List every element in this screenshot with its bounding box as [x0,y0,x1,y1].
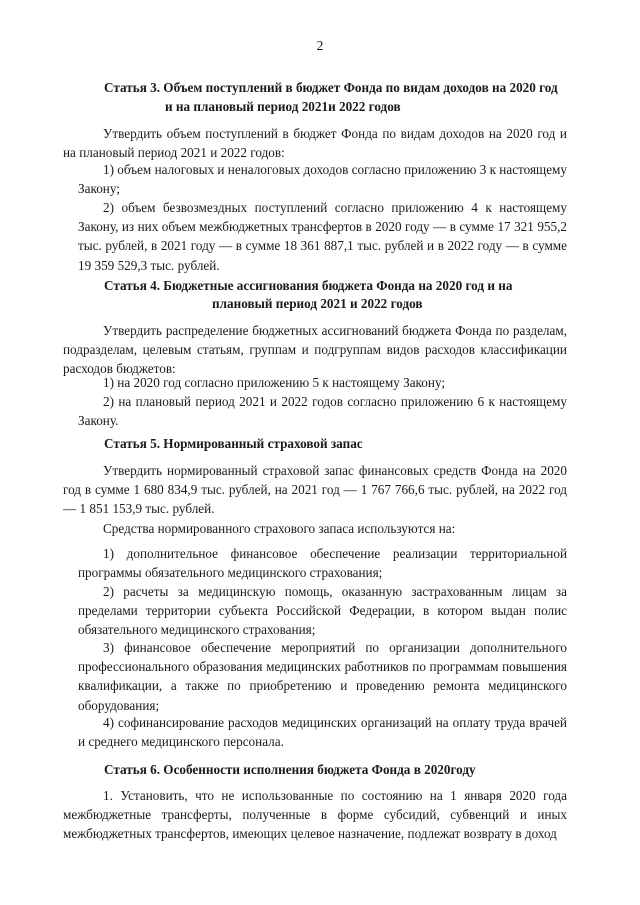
article-5-item-3: 3) финансовое обеспечение мероприятий по организации дополнительного профессионального образования медицинских работников по программам повышения квалификации, а также по приобретению и проведению ремонта медицинского оборудования; [78,640,567,713]
article-4-intro: Утвердить распределение бюджетных ассигнований бюджета Фонда по разделам, подразделам, целевым статьям, группам и подгруппам видов расходов классификации расходов бюджетов: [63,323,567,377]
article-5-item-2: 2) расчеты за медицинскую помощь, оказанную застрахованным лицам за пределами территории субъекта Российской Федерации, в котором выдан полис обязательного медицинского страхования; [78,584,567,638]
article-4-item-1: 1) на 2020 год согласно приложению 5 к настоящему Закону; [103,375,446,390]
article-3-item-1: 1) объем налоговых и неналоговых доходов согласно приложению 3 к настоящему Закону; [78,162,567,197]
article-4-item-2: 2) на плановый период 2021 и 2022 годов согласно приложению 6 к настоящему Закону. [78,394,567,429]
article-4-heading-line1: Статья 4. Бюджетные ассигнования бюджета Фонда на 2020 год и на [104,278,513,293]
article-5-item-4: 4) софинансирование расходов медицинских организаций на оплату труда врачей и среднего медицинского персонала. [78,715,567,750]
article-3-intro: Утвердить объем поступлений в бюджет Фонда по видам доходов на 2020 год и на плановый период 2021 и 2022 годов: [63,126,567,161]
article-5-intro: Утвердить нормированный страховой запас финансовых средств Фонда на 2020 год в сумме 1 680 834,9 тыс. рублей, на 2021 год — 1 767 766,6 тыс. рублей, на 2022 год — 1 851 153,9 тыс. рублей. [63,463,567,517]
article-5-heading: Статья 5. Нормированный страховой запас [104,436,363,451]
article-6-heading: Статья 6. Особенности исполнения бюджета Фонда в 2020году [104,762,476,777]
article-5-usage: Средства нормированного страхового запаса используются на: [103,521,456,536]
article-6-paragraph-1: 1. Установить, что не использованные по состоянию на 1 января 2020 года межбюджетные трансферты, полученные в форме субсидий, субвенций и иных межбюджетных трансфертов, имеющих целевое назначение, подлежат возврату в доход [63,788,567,842]
article-3-heading-line2: и на плановый период 2021и 2022 годов [165,99,401,114]
article-4-heading-line2: плановый период 2021 и 2022 годов [212,296,423,311]
article-3-item-2: 2) объем безвозмездных поступлений согласно приложению 4 к настоящему Закону, из них объем межбюджетных трансфертов в 2020 году — в сумме 17 321 955,2 тыс. рублей, в 2021 году — в сумме 18 361 887,1 тыс. рублей и в 2022 году — в сумме 19 359 529,3 тыс. рублей. [78,200,567,273]
article-5-item-1: 1) дополнительное финансовое обеспечение реализации территориальной программы обязательного медицинского страхования; [78,546,567,581]
article-3-heading-line1: Статья 3. Объем поступлений в бюджет Фонда по видам доходов на 2020 год [104,80,558,95]
page-number: 2 [316,38,324,53]
